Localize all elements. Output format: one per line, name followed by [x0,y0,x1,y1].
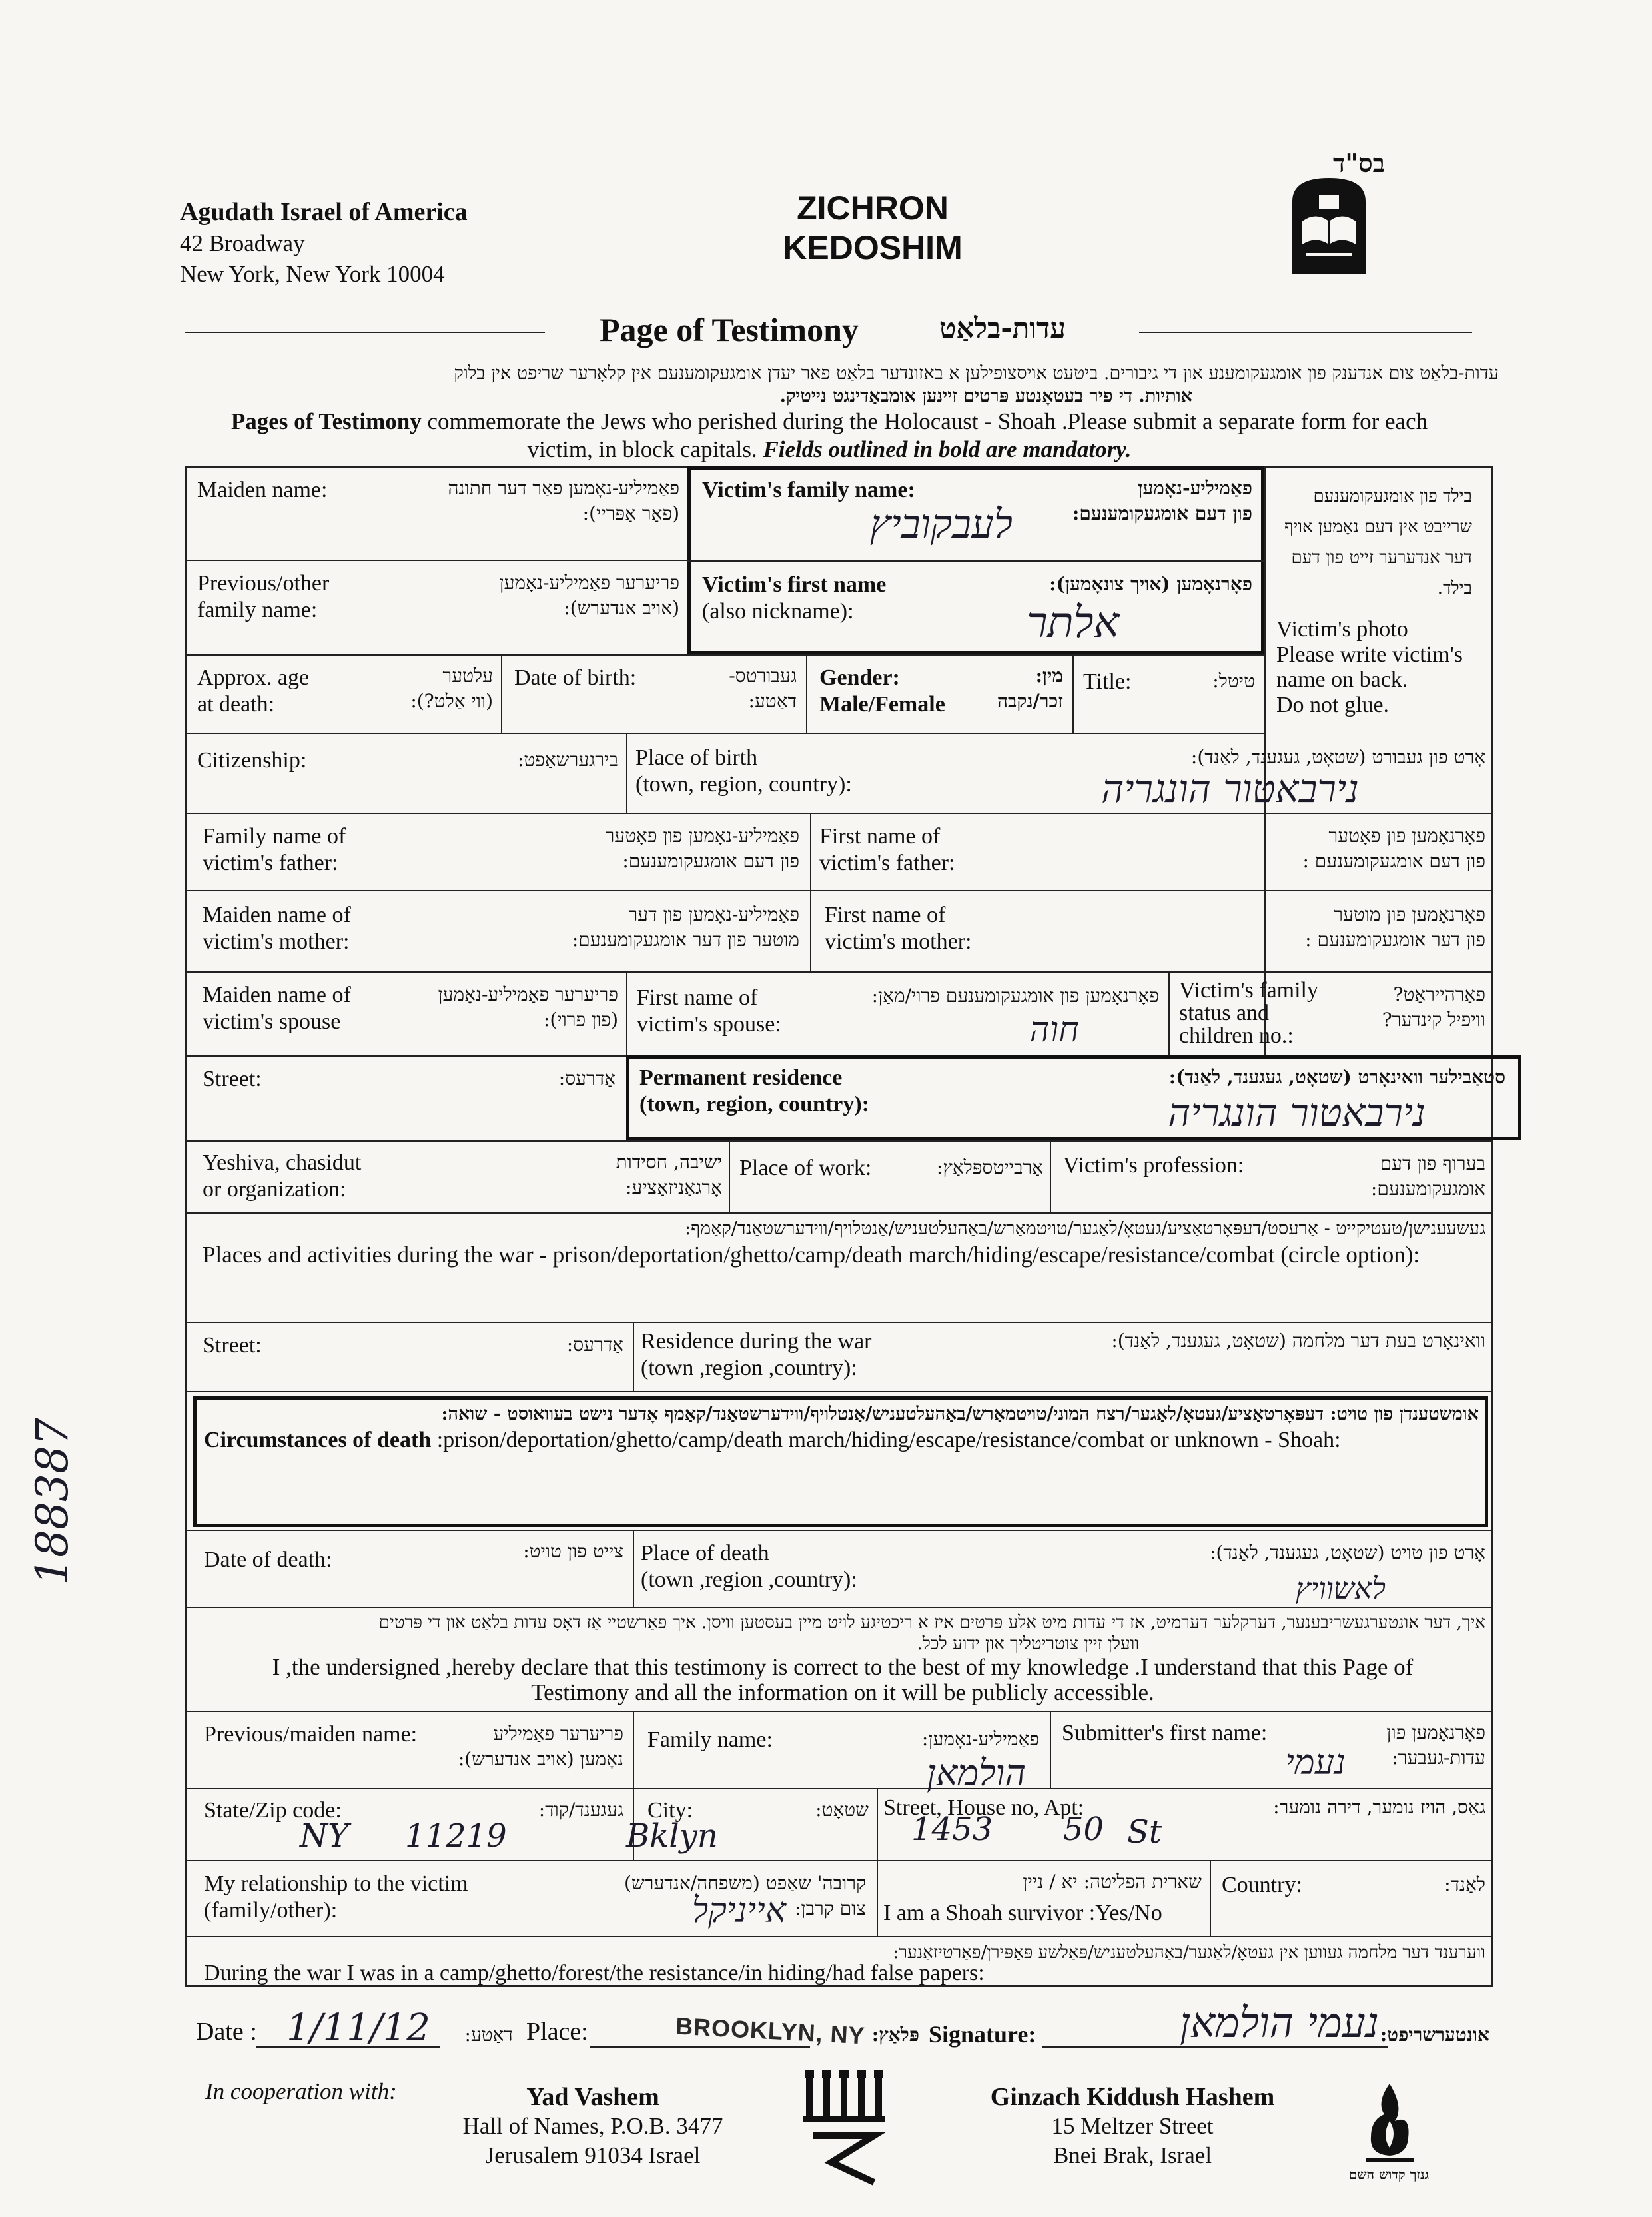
signature-label-he: אונטערשריפט: [1380,2024,1489,2046]
prev-he-1: פריערער פאַמיליע-נאָמען [499,572,679,594]
yeshiva-en-1: Yeshiva, chasidut [203,1150,362,1175]
org-name: Agudath Israel of America [180,198,468,226]
row-line [185,560,687,561]
cell-divider [729,1140,730,1212]
spouse-first-en-2: victim's spouse: [637,1012,781,1037]
gender-he-2: זכר/נקבה [997,690,1063,712]
during-war-label-he: ווערענד דער מלחמה געווען אין געטאָ/לאַגער/באַהעלטעניש/פּאַלשע פּאַפּירן/פאַרטיזאַנער: [893,1943,1485,1963]
during-war-label: During the war I was in a camp/ghetto/forest/the resistance/in hiding/had false papers: [204,1961,985,1985]
mother-first-name-label-he [1199,902,1485,953]
photo-note-en [1276,617,1463,718]
war-res-en-1: Residence during the war [641,1329,872,1354]
state-value[interactable]: NY [300,1817,349,1855]
gender-label-he [946,664,1063,714]
war-street-label-he: אַדרעס: [566,1334,623,1356]
relationship-value[interactable]: אייניקל [691,1891,786,1931]
form-title: Page of Testimony [600,311,859,348]
gender-en-1: Gender: [819,665,900,690]
spouse-maiden-name-label-he [386,982,618,1033]
father-fam-en-1: Family name of [203,824,346,849]
mother-first-name-label [825,902,972,955]
yeshiva-he-1: ישיבה, חסידות [616,1151,722,1173]
photo-en-4: Do not glue. [1276,693,1390,717]
cooperation-label: In cooperation with: [205,2078,397,2104]
place-label: Place: [526,2018,588,2046]
intro-en [160,408,1499,464]
father-first-he-2: פון דעם אומגעקומענעם : [1302,850,1485,872]
circumstances-label [204,1427,1341,1454]
status-he-2: וויפיל קינדער? [1382,1009,1485,1031]
survivor-label-he: שארית הפליטה: יא / ניין [1023,1871,1202,1893]
ginzach-address [946,2082,1319,2170]
submitter-family-name-label-he: פאַמיליע-נאָמען: [921,1728,1039,1750]
submitter-first-name-value[interactable]: נעמי [1285,1743,1346,1783]
submitter-previous-name-label-he [426,1721,623,1772]
intro-en-bold: Pages of Testimony [230,408,422,434]
circumstances-label-he: אומשטענדן פון טויט: דעפּאָרטאַציע/געטאָ/לאַגער/רצח המוני/טויטמאַרש/באַהעלטעניש/אַנטלויף/ווידערשטאַנד/קאַמף אָדער נישט בעוואוסט - שואה: [441,1404,1479,1424]
ginzach-line-1: 15 Meltzer Street [1051,2113,1214,2139]
row-line [185,1212,1493,1214]
citizenship-label-he: בירגערשאַפט: [517,749,618,771]
place-of-birth-value[interactable]: נירבאטור הונגריה [1101,766,1359,811]
mother-maiden-en-1: Maiden name of [203,903,351,927]
spouse-first-en-1: First name of [637,985,758,1010]
permanent-residence-label [639,1065,869,1118]
father-fam-en-2: victim's father: [203,851,338,875]
city-value[interactable]: Bklyn [626,1817,718,1855]
pob-en-2: (town, region, country): [635,772,852,797]
place-of-work-label-he: אַרבייטספּלאַץ: [936,1156,1043,1178]
profession-label-he [1352,1151,1485,1202]
spouse-maiden-he-2: (פון פרוי): [543,1009,618,1031]
war-activities-label-he: געשעענישן/טעטיקייט - אַרעסט/דעפּאָרטאַציע/געטאָ/לאַגער/טויטמאַרש/באַהעלטעניש/אַנטלויף/ווידערשטאַנד/קאַמף: [685,1218,1485,1239]
status-en-3: children no.: [1179,1023,1294,1048]
country-label-he: לאַנד: [1444,1873,1485,1895]
rel-he-2: צום קרבן: [794,1897,866,1919]
pob-en-1: Place of birth [635,745,758,770]
gender-label [819,665,945,718]
mother-maiden-name-label [203,902,351,955]
street-name-value[interactable]: 50 [1063,1811,1104,1848]
ginzach-line-2: Bnei Brak, Israel [1052,2142,1212,2168]
sub-first-he-1: פאָרנאָמען פון [1386,1721,1485,1743]
row-line [185,813,1493,814]
street-label-he: אַדרעס: [558,1067,616,1089]
cell-divider [1050,1140,1051,1212]
photo-note-he: בילד פון אומגעקומענעם שרייבט אין דעם נאָמען אויף דער אנדערער זייט פון דעם בילד. [1284,486,1472,598]
victim-name-divider [687,560,1264,562]
approx-age-label [197,665,309,718]
first-en-1: Victim's first name [702,572,887,597]
cell-divider [626,733,627,813]
place-of-death-label-he: אָרט פון טויט (שטאָט, געגענד, לאַנד): [1209,1542,1485,1563]
spouse-maiden-en-2: victim's spouse [203,1009,341,1034]
place-of-work-label: Place of work: [739,1156,872,1180]
intro-en-line-1: commemorate the Jews who perished during the Holocaust - Shoah .Please submit a separate form for each [421,408,1428,434]
prof-he-2: אומגעקומענעם: [1370,1178,1485,1200]
org-street: 42 Broadway [180,230,305,256]
street-label: Street: [203,1067,262,1091]
agudath-logo-icon [1279,175,1379,281]
perm-en-2: (town, region, country): [639,1092,869,1116]
yad-vashem-line-1: Hall of Names, P.O.B. 3477 [462,2113,723,2139]
circ-en-bold: Circumstances of death [204,1428,432,1452]
permanent-residence-label-he: סטאַבילער וואינאָרט (שטאָט, געגענד, לאַנד): [1168,1066,1505,1088]
submitter-family-name-label: Family name: [647,1727,773,1752]
place-of-death-value[interactable]: לאשוויץ [1295,1572,1386,1606]
victim-family-name-value[interactable]: לעבקוביץ [869,501,1013,548]
submitter-first-name-label: Submitter's first name: [1062,1721,1268,1745]
row-line [185,1788,1493,1789]
victim-first-name-value[interactable]: אלתר [1027,598,1119,648]
father-fam-he-2: פון דעם אומגעקומענעם: [622,850,799,872]
previous-family-name-label-he [426,570,679,621]
street-suffix-value[interactable]: St [1127,1813,1162,1851]
age-he-2: (ווי אַלט?): [410,690,493,712]
victim-first-name-label [702,572,886,625]
row-line [185,733,1264,734]
place-stamp: BROOKLYN, NY [675,2012,866,2050]
title-field-label-he: טיטל: [1212,670,1255,692]
place-of-birth-label [635,745,852,798]
bsd-mark: בס"ד [1332,148,1385,178]
prev-en-1: Previous/other [197,571,330,596]
row-line [185,1140,1493,1142]
cell-divider [1050,1711,1051,1788]
intro-he-line-2: אותיות. די פיר בעטאָנטע פּרטים זיינען אומבאַדינגט נייטיק. [779,386,1192,406]
cell-divider [877,1788,878,1860]
father-first-he-1: פאָרנאָמען פון פאָטער [1328,825,1485,847]
cell-divider [633,1530,634,1607]
row-line [185,1530,1493,1531]
status-en-2: status and [1179,1001,1270,1025]
father-first-name-label-he [1199,823,1485,874]
spouse-maiden-he-1: פריערער פאַמיליע-נאָמען [438,983,618,1005]
survivor-label: I am a Shoah survivor :Yes/No [883,1901,1162,1925]
prof-he-1: בערוף פון דעם [1380,1152,1485,1174]
org-city: New York, New York 10004 [180,261,445,287]
maiden-he-1: פאַמיליע-נאָמען פאַר דער חתונה [448,477,679,499]
place-of-death-label [641,1540,857,1593]
mother-first-he-2: פון דער אומגעקומענעם : [1305,929,1485,951]
mother-maiden-en-2: victim's mother: [203,929,350,954]
age-en-1: Approx. age [197,665,310,690]
place-of-birth-label-he: אָרט פון געבורט (שטאָט, געגענד, לאַנד): [1190,746,1485,768]
relationship-label [204,1871,468,1924]
form-title-he: עדות-בלאַט [939,312,1066,344]
dob-he-2: דאַטע: [748,690,797,712]
maiden-he-2: (פאַר אַפּריי): [582,502,679,524]
sub-prev-he-2: נאָמען (אויב אנדערש): [458,1748,623,1770]
father-first-en-2: victim's father: [819,851,955,875]
date-of-birth-label-he [666,664,797,714]
victim-family-name-label: Victim's family name: [702,478,915,502]
war-activities-label: Places and activities during the war - prison/deportation/ghetto/camp/death march/hiding/escape/resistance/combat (circle option): [203,1242,1420,1268]
ginzach-logo-caption: גנזך קדוש השם [1348,2166,1430,2182]
cell-divider [1072,654,1074,733]
yeshiva-en-2: or organization: [203,1177,346,1202]
victim-first-name-label-he: פאָרנאָמען (אויך צונאָמען): [1049,573,1252,595]
yad-vashem-logo-icon [799,2069,893,2189]
rel-en-1: My relationship to the victim [204,1871,468,1896]
rel-en-2: (family/other): [204,1898,338,1923]
date-of-death-label-he: צייט פון טויט: [523,1540,623,1562]
profession-label: Victim's profession: [1063,1153,1244,1178]
prev-en-2: family name: [197,598,318,622]
date-value[interactable]: 1/11/12 [286,2006,430,2050]
yad-vashem-line-2: Jerusalem 91034 Israel [485,2142,701,2168]
pod-en-1: Place of death [641,1541,769,1565]
dob-he-1: געבורטס- [729,665,797,687]
date-of-birth-label: Date of birth: [514,665,637,690]
date-label: Date : [196,2018,257,2046]
submitter-first-name-label-he [1346,1720,1485,1771]
margin-handwritten-number: 188387 [27,1418,78,1585]
cell-divider [626,971,627,1055]
state-zip-label-he: געגענד/קוד: [538,1799,623,1821]
age-he-1: עלטער [442,665,493,687]
state-zip-label: State/Zip code: [204,1798,342,1823]
declaration-he-1: איך, דער אונטערגעשריבענער, דערקלער דערמיט, אז די עדות מיט אלע פּרטים איז א ריכטיגע לויט מיין בעסטען וויסן. איך פאַרשטיי אַז דאָס עדות בלאַט און די פּרטים [378,1613,1485,1633]
citizenship-label: Citizenship: [197,748,307,773]
spouse-maiden-en-1: Maiden name of [203,983,351,1007]
father-family-name-label [203,823,346,877]
signature-label: Signature: [929,2021,1036,2048]
mother-first-en-1: First name of [825,903,946,927]
zip-value[interactable]: 11219 [405,1817,507,1855]
family-he-2: פון דעם אומגעקומענעם: [1072,502,1252,524]
maiden-name-label-he [426,476,679,526]
photo-en-3: name on back. [1276,667,1408,692]
mother-maiden-he-1: פאַמיליע-נאָמען פון דער [628,903,799,925]
spouse-first-name-label-he: פאָרנאָמען פון אומגעקומענעם פרוי/מאַן: [871,985,1159,1007]
permanent-residence-value[interactable]: נירבאטור הונגריה [1168,1090,1426,1135]
submitter-previous-name-label: Previous/maiden name: [204,1722,418,1747]
row-line [185,1322,1493,1323]
photo-en-1: Victim's photo [1276,617,1408,642]
first-en-2: (also nickname): [702,599,854,624]
gender-en-2: Male/Female [819,692,945,717]
declaration-he [200,1612,1485,1655]
yeshiva-he-2: אָרגאַניזאַציע: [625,1176,722,1198]
title-line-1: ZICHRON [797,189,949,226]
title-line-2: KEDOSHIM [783,229,963,266]
war-residence-label-he: וואינאָרט בעת דער מלחמה (שטאָט, געגענד, לאַנד): [1111,1330,1485,1352]
cell-divider [877,1860,878,1936]
cell-divider [806,654,807,733]
mother-maiden-name-label-he [493,902,799,953]
title-field-label: Title: [1083,669,1132,694]
prev-he-2: (אויב אנדערש): [564,597,679,619]
status-en-1: Victim's family [1179,978,1318,1003]
sub-first-he-2: עדות-געבער: [1392,1747,1485,1769]
cell-divider [1168,971,1170,1055]
submitter-family-name-value[interactable]: הולמאן [927,1752,1026,1794]
spouse-first-name-value[interactable]: חוה [1029,1010,1079,1050]
father-fam-he-1: פאַמיליע-נאָמען פון פאָטער [605,825,799,847]
yad-vashem-name: Yad Vashem [526,2083,659,2111]
war-res-en-2: (town ,region ,country): [641,1356,857,1380]
cell-divider [501,654,502,733]
date-of-death-label: Date of death: [204,1548,332,1572]
approx-age-label-he [346,664,493,714]
war-street-label: Street: [203,1333,262,1358]
mother-maiden-he-2: מוטער פון דער אומגעקומענעם: [572,929,799,951]
declaration-en-1: I ,the undersigned ,hereby declare that this testimony is correct to the best of my knowledge .I understand that this Page of [272,1654,1414,1680]
mother-first-en-2: victim's mother: [825,929,972,954]
cell-divider [810,813,811,971]
date-label-he: דאַטע: [464,2024,513,2046]
street-number-value[interactable]: 1453 [911,1811,993,1848]
perm-en-1: Permanent residence [639,1065,843,1090]
place-line [590,2046,810,2048]
rel-he-1: קרובה' שאַפט (משפחה/אנדערש) [623,1872,866,1894]
circ-en: :prison/deportation/ghetto/camp/death march/hiding/escape/resistance/combat or unknown - Shoah: [431,1428,1341,1452]
country-label: Country: [1222,1873,1302,1897]
intro-he [160,362,1499,408]
father-first-name-label [819,823,955,877]
war-residence-label [641,1328,872,1382]
row-line [185,1607,1493,1608]
title-rule-left [185,332,545,333]
row-line [185,1936,1493,1937]
spouse-first-name-label [637,985,781,1038]
family-he-1: פאַמיליע-נאָמען [1138,477,1252,499]
age-en-2: at death: [197,692,275,717]
yad-vashem-address [453,2082,733,2170]
zichron-title [733,188,1013,268]
row-line [185,654,1264,656]
photo-en-2: Please write victim's [1276,642,1463,667]
yeshiva-label-he [573,1150,722,1200]
father-first-en-1: First name of [819,824,941,849]
father-family-name-label-he [506,823,799,874]
city-label-he: שטאָט: [815,1799,869,1821]
ginzach-name: Ginzach Kiddush Hashem [990,2083,1275,2111]
title-rule-right [1139,332,1472,333]
family-status-label [1179,979,1318,1047]
place-label-he: פּלאַץ: [871,2024,919,2046]
status-he-1: פאַרהייראַט? [1393,983,1485,1005]
street-address-label: Street, House no, Apt: [883,1795,1084,1820]
row-line [185,1711,1493,1712]
pod-en-2: (town ,region ,country): [641,1567,857,1592]
street-address-label-he: גאַס, הויז נומער, דירה נומער: [1273,1796,1485,1818]
sub-prev-he-1: פריערער פאַמיליע [493,1723,623,1745]
family-status-label-he [1372,982,1485,1033]
city-label: City: [647,1798,693,1823]
maiden-name-label: Maiden name: [197,478,328,502]
gender-he-1: מין: [1035,665,1063,687]
signature-value[interactable]: נעמי הולמאן [1180,1998,1379,2047]
cell-divider [1210,1860,1211,1936]
previous-family-name-label [197,570,329,624]
row-line [185,1860,1493,1861]
intro-en-mandatory: Fields outlined in bold are mandatory. [763,436,1132,462]
mother-first-he-1: פאָרנאָמען פון מוטער [1334,903,1485,925]
declaration-en-2: Testimony and all the information on it will be publicly accessible. [531,1679,1154,1705]
row-line [185,971,1493,973]
spouse-maiden-name-label [203,982,351,1035]
intro-en-line-2: victim, in block capitals. [527,436,763,462]
intro-he-line-1: עדות-בלאַט צום אנדענק פון אומגעקומענע און די גיבורים. ביטעט אויסצופילען א באזונדער בלאַט פאר יעדן אומגעקומענעם אין קלאָרער שריפט אין בלוק [454,363,1499,384]
row-line [185,1391,1493,1392]
declaration-he-2: וועלן זיין צוטריטליך און ידוע לכל. [917,1634,1139,1654]
cell-divider [633,1322,634,1391]
declaration-en [200,1655,1485,1705]
row-line [185,890,1493,891]
yeshiva-label [203,1150,361,1203]
